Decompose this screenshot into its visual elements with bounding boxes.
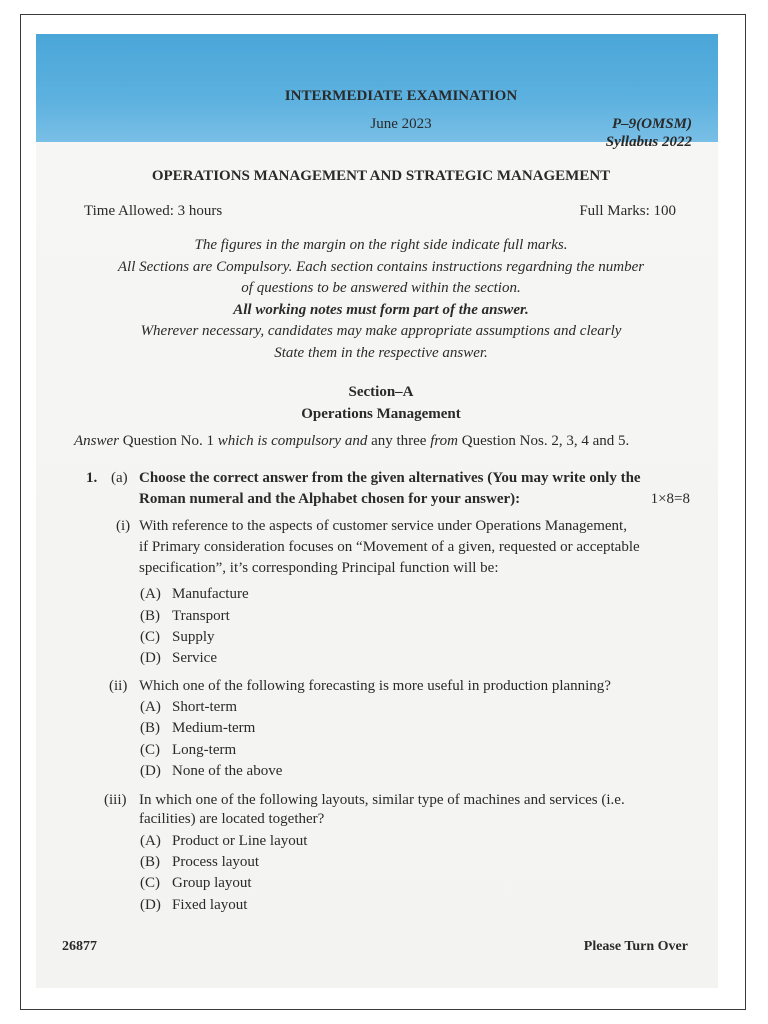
option-key: (B) [140, 608, 160, 624]
item-number: (i) [116, 518, 131, 534]
option-key: (B) [140, 854, 160, 870]
answer-word: Answer [74, 433, 119, 449]
section-title: Section–A [348, 384, 414, 400]
syllabus-label: Syllabus 2022 [605, 134, 692, 150]
option-text: Supply [172, 629, 215, 645]
option-key: (A) [140, 699, 161, 715]
instruction-line-2: All Sections are Compulsory. Each section contains instructions regardning the number [117, 259, 645, 275]
answer-part-2: which is compulsory and [217, 433, 368, 449]
option-key: (D) [140, 650, 161, 666]
instruction-line-5: Wherever necessary, candidates may make appropriate assumptions and clearly [140, 323, 622, 339]
option-text: Service [172, 650, 217, 666]
answer-part-4: from [430, 433, 458, 449]
answer-part-5: Question Nos. 2, 3, 4 and 5. [458, 433, 630, 449]
item-number: (ii) [109, 678, 128, 694]
subject-title: OPERATIONS MANAGEMENT AND STRATEGIC MANAGEMENT [151, 168, 611, 184]
time-allowed: Time Allowed: 3 hours [84, 203, 223, 219]
option-key: (D) [140, 897, 161, 913]
item-text-line: specification”, it’s corresponding Principal function will be: [139, 560, 499, 576]
item-text-line: if Primary consideration focuses on “Movement of a given, requested or acceptable [139, 539, 640, 555]
option-text: Product or Line layout [172, 833, 308, 849]
option-key: (A) [140, 586, 161, 602]
item-text-line: Which one of the following forecasting is more useful in production planning? [139, 678, 611, 694]
item-number: (iii) [104, 792, 127, 808]
option-text: Transport [172, 608, 230, 624]
option-key: (C) [140, 742, 160, 758]
answer-instruction [74, 433, 629, 450]
option-key: (C) [140, 875, 160, 891]
option-key: (C) [140, 629, 160, 645]
option-text: Group layout [172, 875, 252, 891]
paper-number: 26877 [62, 939, 97, 954]
instruction-line-6: State them in the respective answer. [274, 345, 488, 361]
section-subtitle: Operations Management [301, 406, 461, 422]
exam-title: INTERMEDIATE EXAMINATION [284, 88, 518, 104]
question-marks: 1×8=8 [650, 491, 690, 507]
question-part: (a) [111, 470, 128, 486]
item-text-line: With reference to the aspects of customer service under Operations Management, [139, 518, 627, 534]
option-text: Medium-term [172, 720, 256, 736]
answer-part-1: Question No. 1 [119, 433, 218, 449]
instruction-line-3: of questions to be answered within the section. [241, 280, 521, 296]
option-text: Process layout [172, 854, 260, 870]
please-turn-over: Please Turn Over [583, 939, 688, 954]
answer-part-3: any three [367, 433, 431, 449]
option-key: (B) [140, 720, 160, 736]
question-prompt-line-2: Roman numeral and the Alphabet chosen for your answer): [139, 491, 521, 507]
option-text: Short-term [172, 699, 237, 715]
option-text: Long-term [172, 742, 237, 758]
option-key: (A) [140, 833, 161, 849]
option-text: Manufacture [172, 586, 249, 602]
exam-session: June 2023 [370, 116, 432, 132]
question-number: 1. [86, 470, 98, 486]
item-text-line: In which one of the following layouts, similar type of machines and services (i.e. [139, 792, 625, 808]
option-text: Fixed layout [172, 897, 248, 913]
instruction-line-4: All working notes must form part of the answer. [233, 302, 529, 318]
question-prompt-line-1: Choose the correct answer from the given alternatives (You may write only the [139, 470, 641, 486]
instruction-line-1: The figures in the margin on the right side indicate full marks. [194, 237, 568, 253]
option-key: (D) [140, 763, 161, 779]
paper-code: P–9(OMSM) [611, 116, 692, 132]
option-text: None of the above [172, 763, 283, 779]
item-text-line: facilities) are located together? [139, 811, 325, 827]
full-marks: Full Marks: 100 [579, 203, 676, 219]
